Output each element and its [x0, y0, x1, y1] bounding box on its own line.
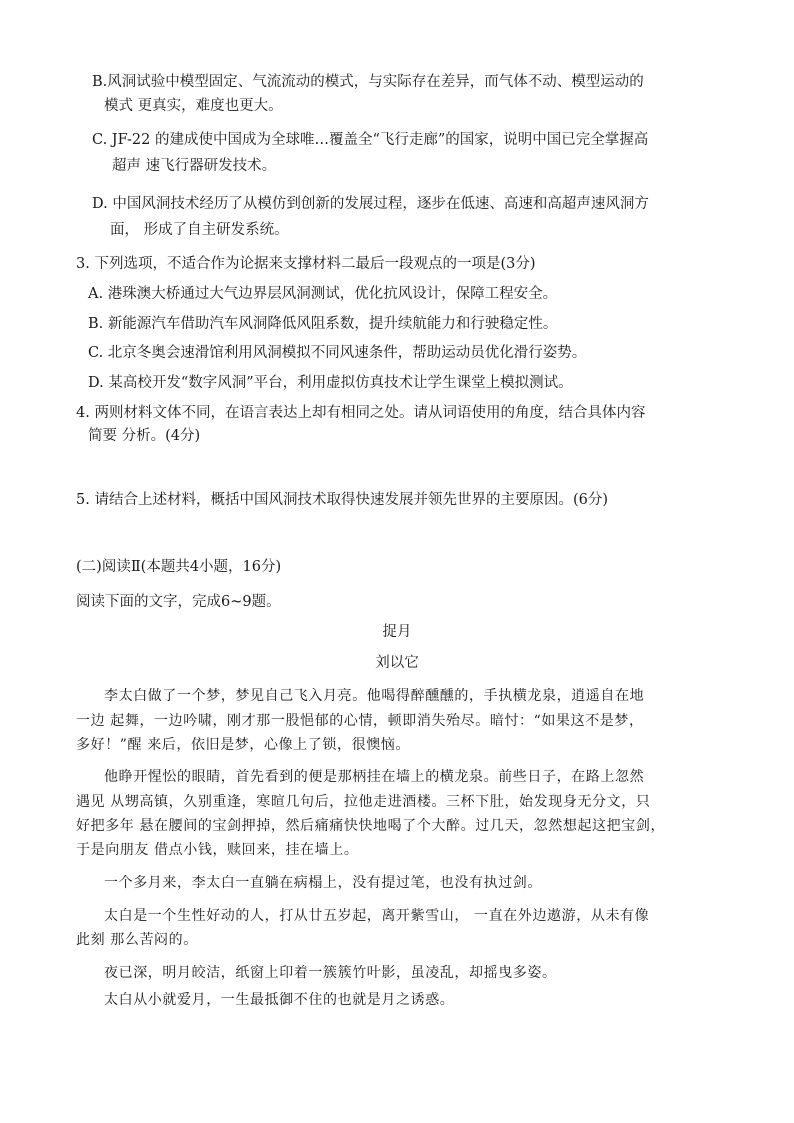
passage-title: 捉月	[382, 624, 412, 640]
passage-p1-line3: 多好！”醒 来后，依旧是梦，心像上了锁，很懊恼。	[76, 737, 411, 753]
passage-p4-line2: 此刻 那么苦闷的。	[76, 932, 198, 948]
q2-option-b-line2: 模式 更真实，难度也更大。	[104, 98, 283, 114]
q2-option-c-line1: C. JF-22 的建成使中国成为全球唯…覆盖全“飞行走廊”的国家，说明中国已完全掌握高	[92, 132, 649, 148]
q2-option-d-line1: D. 中国风洞技术经历了从模仿到创新的发展过程，逐步在低速、高速和高超声速风洞方	[92, 196, 649, 212]
q4-line2: 简要 分析。(4分)	[88, 428, 201, 444]
q3-option-a: A. 港珠澳大桥通过大气边界层风洞测试，优化抗风设计，保障工程安全。	[88, 286, 558, 302]
passage-p2-line4: 于是向朋友 借点小钱，赎回来，挂在墙上。	[76, 842, 359, 858]
passage-author: 刘以它	[375, 655, 419, 671]
passage-p3: 一个多月来，李太白一直躺在病榻上，没有提过笔，也没有执过剑。	[104, 875, 542, 891]
passage-p2-line2: 遇见 从甥高镇，久别重逢，寒暄几句后，拉他走进酒楼。三杯下肚，始发现身无分文，只	[76, 794, 651, 810]
passage-p2-line1: 他睁开惺忪的眼睛，首先看到的便是那柄挂在墙上的横龙泉。前些日子，在路上忽然	[104, 769, 645, 785]
section-heading: (二)阅读Ⅱ(本题共4小题，16分)	[76, 559, 282, 575]
q3-option-d: D. 某高校开发“数字风洞”平台，利用虚拟仿真技术让学生课堂上模拟测试。	[88, 375, 573, 391]
passage-p4-line1: 太白是一个生性好动的人，打从廿五岁起，离开紫雪山， 一直在外边遨游，从未有像	[104, 908, 650, 924]
q3-option-c: C. 北京冬奥会速滑馆利用风洞模拟不同风速条件，帮助运动员优化滑行姿势。	[88, 345, 587, 361]
section-instruction: 阅读下面的文字，完成6~9题。	[76, 594, 281, 610]
q3-stem: 3. 下列选项，不适合作为论据来支撑材料二最后一段观点的一项是(3分)	[76, 256, 536, 272]
q5: 5. 请结合上述材料，概括中国风洞技术取得快速发展并领先世界的主要原因。(6分)	[76, 492, 608, 508]
passage-p2-line3: 好把多年 悬在腰间的宝剑押掉，然后痛痛快快地喝了个大醉。过几天，忽然想起这把宝剑，	[76, 818, 666, 834]
passage-p1-line1: 李太白做了一个梦，梦见自己飞入月亮。他喝得醉醺醺的，手执横龙泉，逍遥自在地	[104, 688, 645, 704]
q2-option-b-line1: B.风洞试验中模型固定、气流流动的模式，与实际存在差异，而气体不动、模型运动的	[92, 74, 644, 90]
q2-option-d-line2: 面， 形成了自主研发系统。	[110, 222, 289, 238]
q3-option-b: B. 新能源汽车借助汽车风洞降低风阻系数，提升续航能力和行驶稳定性。	[88, 316, 558, 332]
q2-option-c-line2: 超声 速飞行器研发技术。	[112, 158, 277, 174]
passage-p6: 太白从小就爱月，一生最抵御不住的也就是月之诱惑。	[104, 992, 455, 1008]
passage-p1-line2: 一边 起舞，一边吟啸，刚才那一股悒郁的心情，顿即消失殆尽。暗忖：“如果这不是梦，	[76, 713, 644, 729]
q4-line1: 4. 两则材料文体不同，在语言表达上却有相同之处。请从词语使用的角度，结合具体内容	[76, 405, 646, 421]
passage-p5: 夜已深，明月皎洁，纸窗上印着一簇簇竹叶影，虽凌乱，却摇曳多姿。	[104, 965, 557, 981]
